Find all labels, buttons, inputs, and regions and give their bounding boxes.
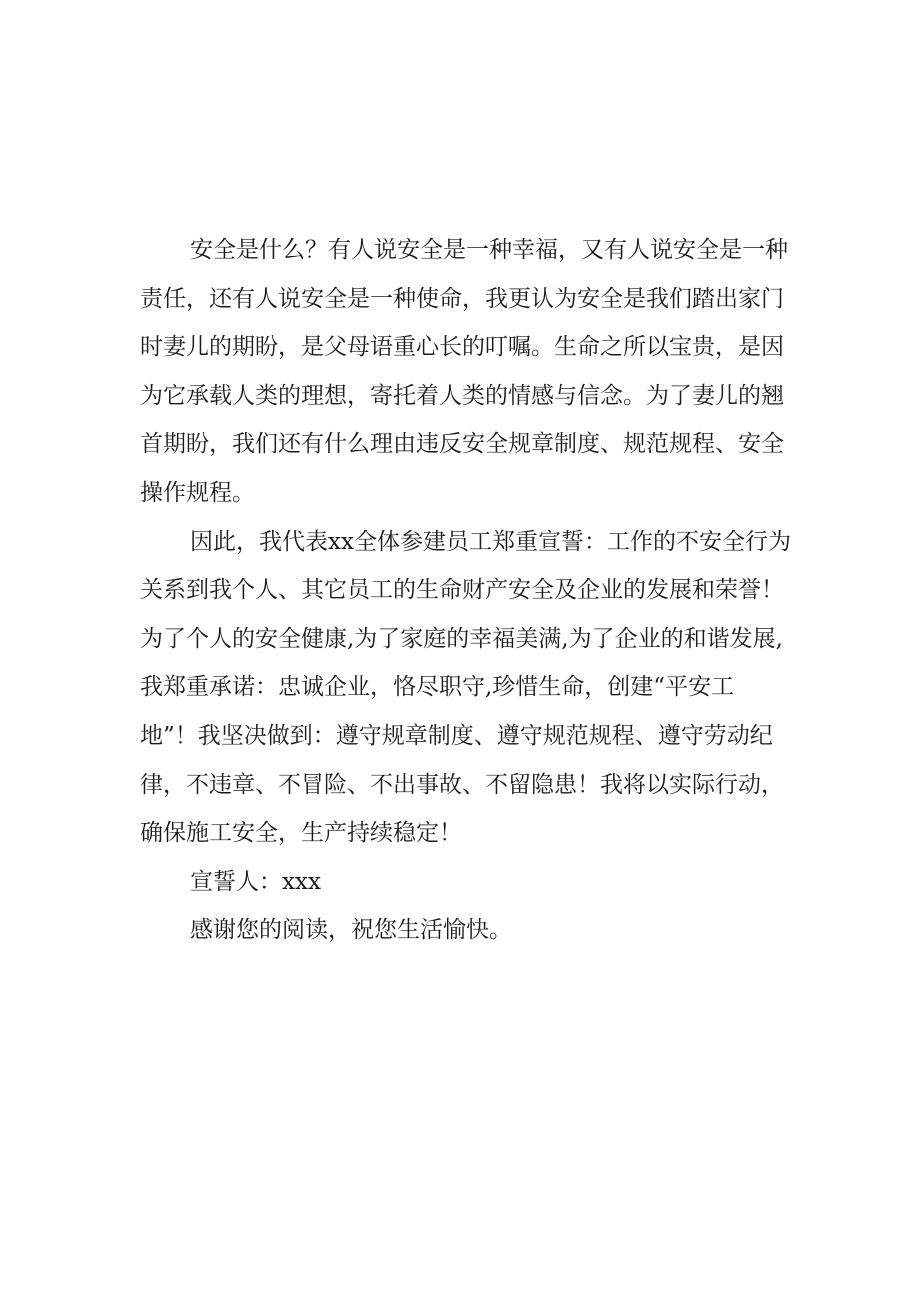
text-line: 首期盼，我们还有什么理由违反安全规章制度、规范规程、安全 (140, 431, 784, 458)
paragraph-safety-intro (140, 226, 800, 518)
text-line: 律，不违章、不冒险、不出事故、不留隐患！我将以实际行动， (140, 771, 784, 798)
text-line: 时妻儿的期盼，是父母语重心长的叮嘱。生命之所以宝贵，是因 (140, 334, 784, 361)
paragraph-closing (140, 906, 800, 955)
text-line: 地”！我坚决做到：遵守规章制度、遵守规范规程、遵守劳动纪 (140, 722, 773, 749)
text-line: 因此，我代表xx全体参建员工郑重宣誓：工作的不安全行为 (190, 528, 791, 555)
paragraph-oath (140, 518, 800, 858)
text-line: 责任，还有人说安全是一种使命，我更认为安全是我们踏出家门 (140, 285, 784, 312)
text-line: 为它承载人类的理想，寄托着人类的情感与信念。为了妻儿的翘 (140, 382, 784, 409)
document-body (140, 226, 800, 955)
closing-line: 感谢您的阅读，祝您生活愉快。 (190, 917, 512, 944)
paragraph-oath-taker (140, 858, 800, 907)
text-line: 为了个人的安全健康,为了家庭的幸福美满,为了企业的和谐发展, (140, 625, 783, 652)
text-line: 关系到我个人、其它员工的生命财产安全及企业的发展和荣誉！ (140, 577, 784, 604)
oath-taker-line: 宣誓人：xxx (190, 868, 321, 895)
text-line: 确保施工安全，生产持续稳定！ (140, 820, 462, 847)
text-line: 操作规程。 (140, 479, 255, 506)
text-line: 安全是什么？有人说安全是一种幸福，又有人说安全是一种 (190, 237, 788, 263)
text-line: 我郑重承诺：忠诚企业，恪尽职守,珍惜生命，创建“平安工 (140, 674, 735, 701)
